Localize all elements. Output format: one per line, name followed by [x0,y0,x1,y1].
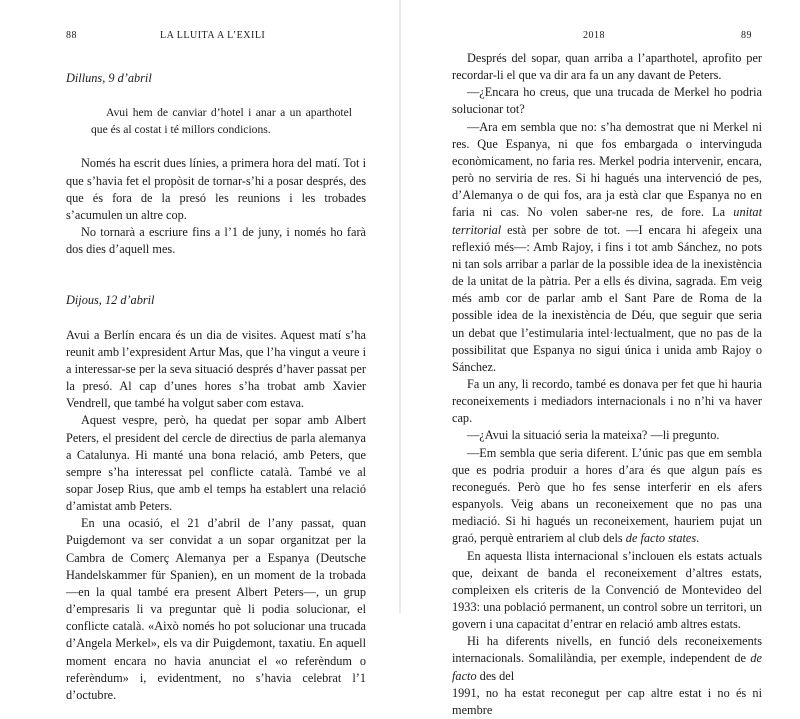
paragraph: —Ara em sembla que no: s’ha demostrat que ni Merkel ni res. Que Espanya, ni que fos embargada o intervinguda econòmicament, no faria res. Merkel podria intervenir, encara, però no serviria de res. Si hi hagués una intervenció de pes, d’Alemanya o de qui fos, ara ja està clar que Espanya no en faria ni cas. No volen saber-ne res, de fore. La unitat territorial està per sobre de tot. —I encara hi afegeix una reflexió més—: Amb Rajoy, i fins i tot amb Sánchez, no pots ni tan sols arribar a parlar de la possible idea de la inexistència de la unitat de la pàtria. Per a ells és divina, sagrada. Em veig més amb cor de parlar amb el Sant Pare de Roma de la possible idea de la inexistència de Déu, que seguir que seria un debat que l’estimularia intel·lectualment, que no pas de la possibilitat que Espanya no sigui única i unida amb Rajoy o Sánchez. [452,119,762,374]
running-head-left: LA LLUITA A L’EXILI [160,30,266,41]
diary-quote: Avui hem de canviar d’hotel i anar a un aparthotel que és al costat i té millors condicions. [91,106,352,137]
paragraph: Hi ha diferents nivells, en funció dels reconeixements internacionals. Somalilàndia, per exemple, independent de de facto des del [452,634,762,683]
paragraph: Després del sopar, quan arriba a l’aparthotel, aprofito per recordar-li el que va dir ara fa un any davant de Peters. [452,51,762,83]
running-head-right: 2018 [583,30,605,41]
paragraph: Aquest vespre, però, ha quedat per sopar amb Albert Peters, el president del cercle de directius de parla alemanya a Catalunya. Hi manté una bona relació, amb Peters, que sempre s’ha interessat pel conflicte català. També ve al sopar Josep Rius, que amb el temps ha establert una relació d’amistat amb Peters. [66,413,366,514]
right-body-text [452,50,762,719]
entry-date: Dijous, 12 d’abril [66,293,155,308]
paragraph: Només ha escrit dues línies, a primera hora del matí. Tot i que s’havia fet el propòsit de tornar-s’hi a posar després, des que és fora de la presó les reunions i les trobades s’acumulen un altre cop. [66,156,366,222]
paragraph: Fa un any, li recordo, també es donava per fet que hi hauria reconeixements i mediadors internacionals i no n’hi va haver cap. [452,376,762,426]
page-number-right: 89 [741,30,752,41]
entry-date: Dilluns, 9 d’abril [66,71,152,85]
paragraph: Avui a Berlín encara és un dia de visites. Aquest matí s’ha reunit amb l’expresident Artur Mas, que l’ha vingut a veure i a interessar-se per la seva situació després d’haver passat per la presó. Al cap d’unes hores s’ha trobat amb Xavier Vendrell, que també ha volgut saber com estava. [66,327,366,411]
left-body-text [66,70,366,704]
left-page [0,0,400,702]
paragraph: 1991, no ha estat reconegut per cap altre estat i no és ni membre [452,685,762,717]
paragraph: En aquesta llista internacional s’inclouen els estats actuals que, deixant de banda el reconeixement d’altres estats, compleixen els criteris de la Convenció de Montevideo del 1933: una població permanent, un control sobre un territori, un govern i una capacitat d’entrar en relació amb altres estats. [452,548,762,632]
paragraph: —Em sembla que seria diferent. L’únic pas que em sembla que es podria produir a hores d’ara és que algun país es reconegués. Però que ho fes sense interferir en els afers espanyols. Veig abans un reconeixement que no pas una mediació. Si hi hagués un reconeixement, hauriem pujat un graó, perquè entrariem al club dels de facto states. [452,445,762,546]
paragraph: No tornarà a escriure fins a l’1 de juny, i només ho farà dos dies d’aquell mes. [66,225,366,257]
paragraph: —¿Encara ho creus, que una trucada de Merkel ho podria solucionar tot? [452,85,762,117]
right-page [400,0,800,717]
paragraph: —¿Avui la situació seria la mateixa? —li pregunto. [467,428,720,443]
page-number-left: 88 [66,30,77,41]
paragraph: En una ocasió, el 21 d’abril de l’any passat, quan Puigdemont va ser convidat a un sopar organitzat per la Cambra de Comerç Alemanya per a Espanya (Deutsche Handelskammer für Spanien), en un moment de la trobada —en la qual també era present Albert Peters—, un grup d’empresaris li va preguntar què li podia solucionar, el conflicte català. «Això només ho pot solucionar una trucada d’Angela Merkel», els va dir Puigdemont, taxatiu. En aquell moment encara no havia anunciat el «o referèndum o referèndum» i, evidentment, no s’havia celebrat l’1 d’octubre. [66,516,366,702]
